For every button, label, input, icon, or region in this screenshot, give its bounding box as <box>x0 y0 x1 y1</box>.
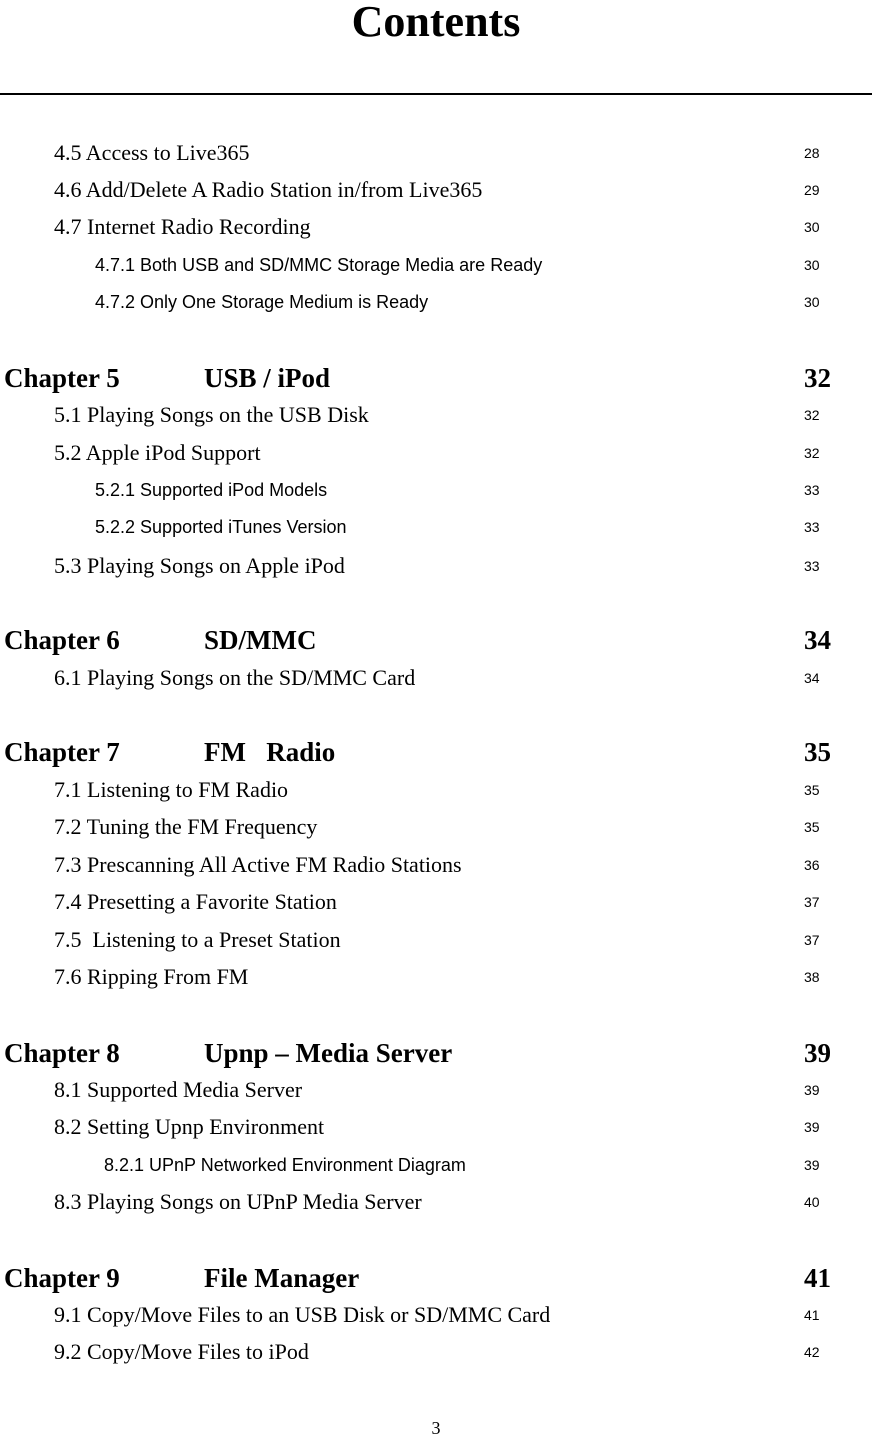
toc-entry-9-1[interactable] <box>0 1300 872 1330</box>
toc-entry-page: 33 <box>804 558 820 574</box>
toc-entry-label: 5.2 Apple iPod Support <box>54 440 261 465</box>
toc-entry-4-5[interactable] <box>0 138 872 168</box>
chapter-number: Chapter 9 <box>4 1263 120 1293</box>
toc-entry-5-2-2[interactable] <box>0 512 872 542</box>
toc-entry-page: 38 <box>804 969 820 985</box>
toc-entry-6-1[interactable] <box>0 663 872 693</box>
toc-entry-label: 4.7.2 Only One Storage Medium is Ready <box>95 292 429 312</box>
toc-entry-page: 28 <box>804 145 820 161</box>
toc-entry-label: 7.6 Ripping From FM <box>54 964 249 989</box>
toc-entry-label: 4.7.1 Both USB and SD/MMC Storage Media are Ready <box>95 255 543 275</box>
toc-entry-5-1[interactable] <box>0 400 872 430</box>
toc-entry-page: 32 <box>804 445 820 461</box>
toc-chapter-7[interactable] <box>0 737 872 767</box>
title-divider <box>0 93 872 95</box>
toc-entry-4-7[interactable] <box>0 212 872 242</box>
toc-entry-page: 30 <box>804 257 820 273</box>
toc-entry-5-2[interactable] <box>0 438 872 468</box>
chapter-name: SD/MMC <box>204 625 317 655</box>
toc-entry-8-3[interactable] <box>0 1187 872 1217</box>
toc-entry-page: 30 <box>804 219 820 235</box>
chapter-page: 41 <box>804 1263 831 1293</box>
toc-entry-9-2[interactable] <box>0 1337 872 1367</box>
toc-entry-label: 5.2.1 Supported iPod Models <box>95 480 328 500</box>
toc-entry-5-2-1[interactable] <box>0 475 872 505</box>
toc-entry-page: 37 <box>804 932 820 948</box>
toc-entry-page: 30 <box>804 294 820 310</box>
chapter-page: 32 <box>804 363 831 393</box>
toc-entry-8-2-1[interactable] <box>0 1150 872 1180</box>
toc-entry-7-5[interactable] <box>0 925 872 955</box>
toc-entry-label: 6.1 Playing Songs on the SD/MMC Card <box>54 665 416 690</box>
chapter-name: FM Radio <box>204 737 336 767</box>
toc-entry-8-1[interactable] <box>0 1075 872 1105</box>
chapter-name: File Manager <box>204 1263 360 1293</box>
toc-entry-page: 33 <box>804 519 820 535</box>
toc-entry-5-3[interactable] <box>0 551 872 581</box>
toc-entry-7-1[interactable] <box>0 775 872 805</box>
toc-entry-4-6[interactable] <box>0 175 872 205</box>
toc-entry-label: 5.2.2 Supported iTunes Version <box>95 517 347 537</box>
toc-entry-page: 41 <box>804 1307 820 1323</box>
chapter-number: Chapter 7 <box>4 737 120 767</box>
chapter-number: Chapter 5 <box>4 363 120 393</box>
chapter-page: 34 <box>804 625 831 655</box>
toc-entry-label: 4.7 Internet Radio Recording <box>54 214 311 239</box>
toc-entry-page: 35 <box>804 819 820 835</box>
page-number: 3 <box>431 1418 441 1438</box>
toc-entry-4-7-1[interactable] <box>0 250 872 280</box>
toc-entry-7-4[interactable] <box>0 887 872 917</box>
toc-entry-label: 8.1 Supported Media Server <box>54 1077 303 1102</box>
chapter-page: 39 <box>804 1038 831 1068</box>
toc-entry-page: 39 <box>804 1157 820 1173</box>
toc-chapter-9[interactable] <box>0 1263 872 1293</box>
toc-entry-4-7-2[interactable] <box>0 287 872 317</box>
toc-entry-7-6[interactable] <box>0 962 872 992</box>
toc-entry-8-2[interactable] <box>0 1112 872 1142</box>
chapter-number: Chapter 6 <box>4 625 120 655</box>
toc-entry-label: 7.4 Presetting a Favorite Station <box>54 889 337 914</box>
chapter-name: USB / iPod <box>204 363 331 393</box>
toc-chapter-8[interactable] <box>0 1038 872 1068</box>
toc-entry-page: 29 <box>804 182 820 198</box>
toc-entry-label: 8.2 Setting Upnp Environment <box>54 1114 325 1139</box>
toc-entry-page: 37 <box>804 894 820 910</box>
chapter-number: Chapter 8 <box>4 1038 120 1068</box>
toc-entry-label: 9.2 Copy/Move Files to iPod <box>54 1339 309 1364</box>
toc-entry-page: 40 <box>804 1194 820 1210</box>
chapter-name: Upnp – Media Server <box>204 1038 453 1068</box>
toc-entry-page: 39 <box>804 1082 820 1098</box>
toc-entry-label: 5.1 Playing Songs on the USB Disk <box>54 402 369 427</box>
toc-entry-page: 35 <box>804 782 820 798</box>
toc-entry-label: 9.1 Copy/Move Files to an USB Disk or SD/MMC Card <box>54 1302 551 1327</box>
toc-entry-page: 33 <box>804 482 820 498</box>
toc-chapter-6[interactable] <box>0 625 872 655</box>
toc-entry-label: 5.3 Playing Songs on Apple iPod <box>54 553 345 578</box>
toc-entry-page: 42 <box>804 1344 820 1360</box>
toc-chapter-5[interactable] <box>0 363 872 393</box>
toc-entry-label: 8.3 Playing Songs on UPnP Media Server <box>54 1189 422 1214</box>
toc-entry-label: 7.1 Listening to FM Radio <box>54 777 289 802</box>
toc-entry-label: 7.5 Listening to a Preset Station <box>54 927 341 952</box>
toc-entry-label: 4.6 Add/Delete A Radio Station in/from Live365 <box>54 177 483 202</box>
toc-entry-page: 36 <box>804 857 820 873</box>
toc-entry-label: 8.2.1 UPnP Networked Environment Diagram <box>104 1155 466 1175</box>
toc-entry-label: 7.2 Tuning the FM Frequency <box>54 814 318 839</box>
toc-entry-page: 39 <box>804 1119 820 1135</box>
toc-entry-page: 34 <box>804 670 820 686</box>
toc-entry-7-3[interactable] <box>0 850 872 880</box>
page-title: Contents <box>351 0 521 46</box>
toc-entry-label: 7.3 Prescanning All Active FM Radio Stations <box>54 852 462 877</box>
toc-entry-label: 4.5 Access to Live365 <box>54 140 250 165</box>
chapter-page: 35 <box>804 737 831 767</box>
toc-entry-7-2[interactable] <box>0 812 872 842</box>
toc-entry-page: 32 <box>804 407 820 423</box>
